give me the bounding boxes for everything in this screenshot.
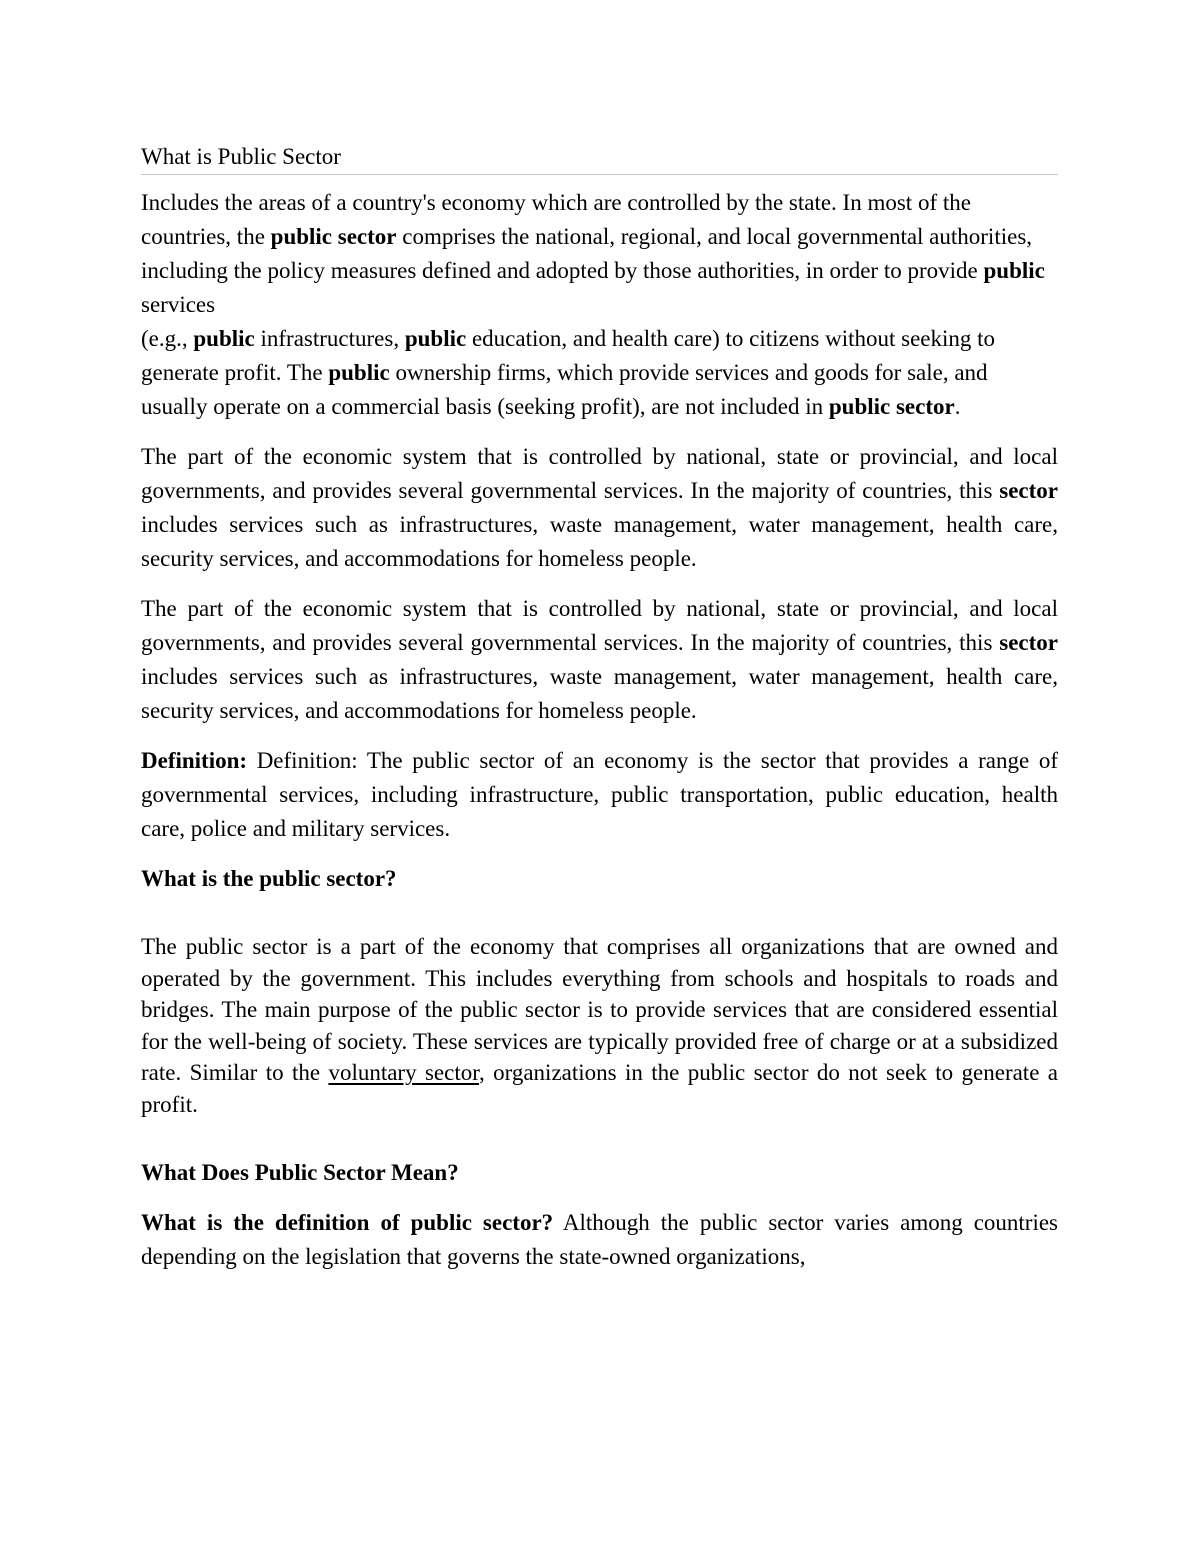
paragraph-definition [141, 744, 1058, 846]
text-run: . [954, 394, 961, 419]
text-run: Although the public sector varies among countries depending on the legislation that governs the state-owned organizations, [141, 1209, 1059, 1269]
definition-label: Definition: [141, 748, 248, 773]
bold-term: public [328, 360, 390, 385]
bold-term: public sector [270, 224, 397, 249]
heading-what-does-public-sector-mean: What Does Public Sector Mean? [141, 1159, 459, 1185]
bold-term: public [193, 326, 255, 351]
bold-term: public [404, 326, 467, 351]
text-run: infrastructures, [254, 326, 405, 351]
bold-term: public [983, 258, 1045, 283]
document-body [141, 142, 1058, 1274]
text-run: The public sector is a part of the economy that comprises all organizations that are owned and operated by the government. This includes everything from schools and hospitals to roads and bridges. The main purpose of the public sector is to provide services that are considered essential for the well-being of society. These services are typically provided free of charge or at a subsidized rate. Similar to the [141, 934, 1058, 1086]
paragraph-public-sector-explained [141, 931, 1058, 1121]
text-run: (e.g., [141, 326, 194, 351]
heading-what-is-public-sector: What is the public sector? [141, 866, 397, 891]
text-run: education, and health care) to citizens without seeking to generate profit. The [141, 326, 996, 385]
text-run: Includes the areas of a country's economy which are controlled by the state. In most of the countries, the [141, 190, 971, 249]
text-run: Definition: The public sector of an economy is the sector that provides a range of governmental services, including infrastructure, public transportation, public education, health care, police and military services. [141, 748, 1058, 841]
text-run: includes services such as infrastructures, waste management, water management, health care, security services, and accommodations for homeless people. [141, 512, 1058, 571]
voluntary-sector-link[interactable]: voluntary sector [328, 1060, 479, 1086]
text-run: The part of the economic system that is controlled by national, state or provincial, and local governments, and provides several governmental services. In the majority of countries, this [141, 596, 1058, 655]
paragraph-definition-question [141, 1206, 1058, 1274]
document-title: What is Public Sector [141, 142, 1058, 175]
paragraph-intro [141, 186, 1058, 424]
text-run: ownership firms, which provide services and goods for sale, and usually operate on a commercial basis (seeking profit), are not included in [141, 360, 988, 419]
text-run: The part of the economic system that is controlled by national, state or provincial, and local governments, and provides several governmental services. In the majority of countries, this [141, 444, 1058, 503]
bold-question: What is the definition of public sector? [141, 1209, 554, 1235]
bold-term: sector [999, 630, 1058, 655]
text-run: includes services such as infrastructures, waste management, water management, health care, security services, and accommodations for homeless people. [141, 664, 1058, 723]
text-run: comprises the national, regional, and local governmental authorities, including the policy measures defined and adopted by those authorities, in order to provide [141, 224, 1033, 283]
paragraph-economic-system-2 [141, 592, 1058, 728]
paragraph-economic-system-1 [141, 440, 1058, 576]
text-run: services [141, 292, 216, 317]
text-run: , organizations in the public sector do not seek to generate a profit. [141, 1060, 1058, 1117]
bold-term: public sector [828, 394, 955, 419]
bold-term: sector [999, 478, 1058, 503]
